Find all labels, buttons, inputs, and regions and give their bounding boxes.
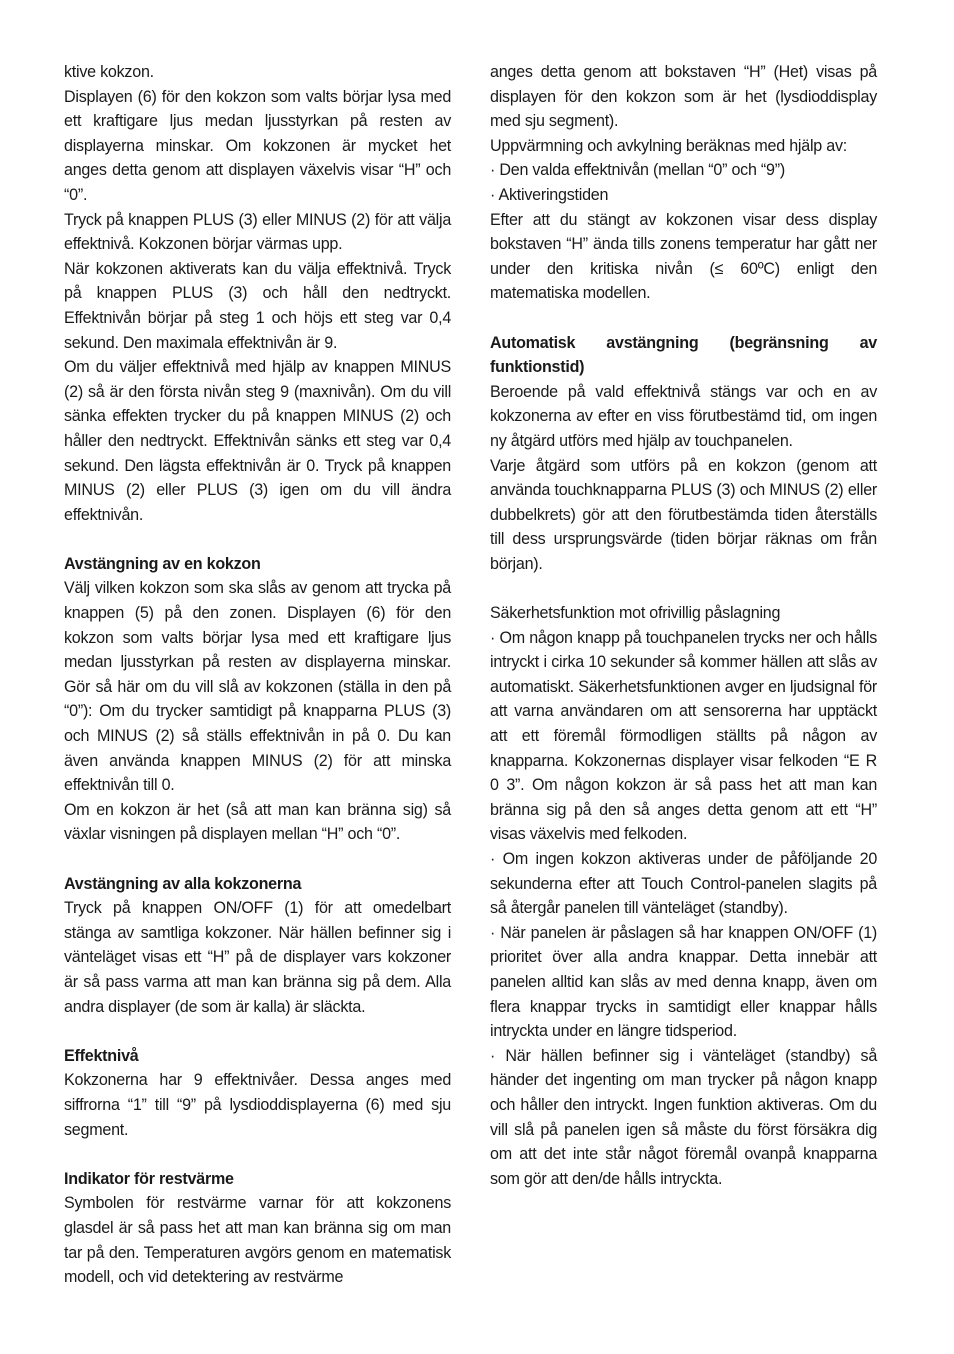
section-heading: Avstängning av en kokzon — [64, 553, 261, 573]
paragraph: Efter att du stängt av kokzonen visar dess display bokstaven “H” ända tills zonens temperatur har gått ner under den kritiska nivån (≤ 60ºC) enligt den matematiska modellen. — [490, 209, 878, 303]
paragraph: · När hällen befinner sig i vänteläget (standby) så händer det ingenting om man trycker på någon knapp och håller den intryckt. Ingen funktion aktiveras. Om du vill slå på panelen igen så måste du först försäkra dig om att det inte står något föremål ovanpå knapparna som gör att den/de hålls intryckta. — [490, 1045, 878, 1188]
paragraph: · När panelen är påslagen så har knappen ON/OFF (1) prioritet över alla andra knappar. Detta innebär att panelen alltid kan slås av med denna knapp, även om flera knappar trycks in samtidigt eller knappar hålls intryckta under en längre tidsperiod. — [490, 922, 878, 1041]
paragraph: Varje åtgärd som utförs på en kokzon (genom att använda touchknapparna PLUS (3) och MINUS (2) eller dubbelkrets) gör att den förutbestämda tiden återställs till dess ursprungsvärde (tiden börjar räknas om från början). — [490, 455, 878, 573]
paragraph: Om en kokzon är het (så att man kan bränna sig) så växlar visningen på displayen mellan “H” och “0”. — [64, 799, 452, 844]
paragraph: Uppvärmning och avkylning beräknas med hjälp av: — [490, 135, 847, 155]
paragraph: Tryck på knappen ON/OFF (1) för att omedelbart stänga av samtliga kokzoner. När hällen befinner sig i vänteläget visas ett “H” på de displayer vars kokzoner är så pass varma att man kan bränna sig på dem. Alla andra displayer (de som är kalla) är släckta. — [64, 898, 452, 1016]
spacer — [64, 527, 451, 552]
paragraph: Välj vilken kokzon som ska slås av genom att trycka på knappen (5) på den zonen. Displayen (6) för den kokzon som valts börjar lysa med ett kraftigare ljus medan ljusstyrkan på resten av displayerna minskar. Gör så här om du vill slå av kokzonen (ställa in den på “0”): Om du trycker samtidigt på knapparna PLUS (3) och MINUS (2) så ställs effektnivån in på 0. Du kan även använda knappen MINUS (2) för att minska effektnivån till 0. — [64, 578, 452, 795]
paragraph: · Om ingen kokzon aktiveras under de påföljande 20 sekunderna efter att Touch Control-panelen slagits på så återgår panelen till vänteläget (standby). — [490, 849, 878, 918]
spacer — [64, 1142, 451, 1167]
paragraph: Symbolen för restvärme varnar för att kokzonens glasdel är så pass het att man kan bränna sig om man tar på den. Temperaturen avgörs genom en matematisk modell, och vid detektering av restvärme — [64, 1193, 452, 1287]
section-subheading: Säkerhetsfunktion mot ofrivillig påslagning — [490, 603, 781, 623]
spacer — [64, 847, 451, 872]
section-heading: Automatisk avstängning (begränsning av funktionstid) — [490, 332, 878, 377]
paragraph: Beroende på vald effektnivå stängs var och en av kokzonerna av efter en viss förutbestämd tid, om ingen ny åtgärd utförs med hjälp av touchpanelen. — [490, 381, 878, 450]
paragraph: anges detta genom att bokstaven “H” (Het) visas på displayen för den kokzon som är het (lysdioddisplay med sju segment). — [490, 62, 878, 131]
spacer — [490, 576, 877, 601]
paragraph: När kokzonen aktiverats kan du välja effektnivå. Tryck på knappen PLUS (3) och håll den nedtryckt. Effektnivån börjar på steg 1 och höjs ett steg var 0,4 sekund. Den maximala effektnivån är 9. — [64, 258, 452, 352]
spacer — [490, 306, 877, 331]
paragraph: Displayen (6) för den kokzon som valts börjar lysa med ett kraftigare ljus medan ljusstyrkan på resten av displayerna minskar. Om kokzonen är mycket het anges detta genom att displayen växelvis visar “H” och “0”. — [64, 86, 452, 204]
paragraph: Om du väljer effektnivå med hjälp av knappen MINUS (2) så är den första nivån steg 9 (maxnivån). Om du vill sänka effekten trycker du på knappen MINUS (2) och håller den nedtryckt. Effektnivån sänks ett steg var 0,4 sekund. Den lägsta effektnivån är 0. Tryck på knappen MINUS (2) eller PLUS (3) igen om du vill ändra effektnivån. — [64, 357, 452, 524]
right-column — [490, 60, 877, 1191]
left-column — [64, 60, 451, 1290]
section-heading: Effektnivå — [64, 1045, 139, 1065]
section-heading: Avstängning av alla kokzonerna — [64, 873, 302, 893]
paragraph: Kokzonerna har 9 effektnivåer. Dessa anges med siffrorna “1” till “9” på lysdioddisplayerna (6) med sju segment. — [64, 1070, 452, 1139]
paragraph: Tryck på knappen PLUS (3) eller MINUS (2) för att välja effektnivå. Kokzonen börjar värmas upp. — [64, 209, 452, 254]
spacer — [64, 1019, 451, 1044]
section-heading: Indikator för restvärme — [64, 1168, 234, 1188]
list-item: · Aktiveringstiden — [490, 184, 609, 204]
list-item: · Den valda effektnivån (mellan “0” och “9”) — [490, 160, 786, 180]
paragraph: · Om någon knapp på touchpanelen trycks ner och hålls intryckt i cirka 10 sekunder så kommer hällen att slås av automatiskt. Säkerhetsfunktionen avger en ljudsignal för att varna användaren om att sensorerna har upptäckt att ett föremål förmodligen ställts på någon av knapparna. Kokzonernas displayer visar felkoden “E R 0 3”. Om någon kokzon är så pass het att man kan bränna sig på den så anges detta genom att ett “H” visas växelvis med felkoden. — [490, 627, 878, 844]
paragraph: ktive kokzon. — [64, 62, 154, 81]
